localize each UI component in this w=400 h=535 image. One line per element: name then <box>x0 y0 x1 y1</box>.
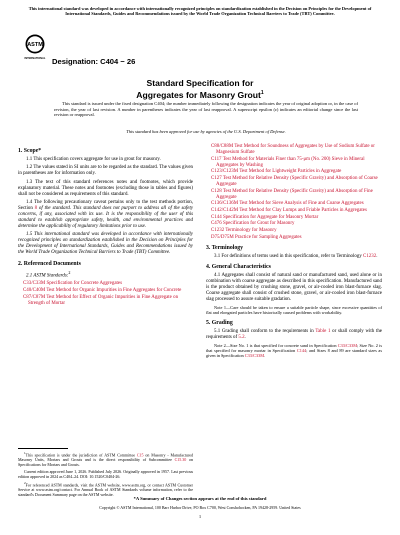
footnote-divider <box>18 448 68 449</box>
reference-title[interactable]: Specification for Grout for Masonry <box>222 221 295 227</box>
para-3-1 <box>206 254 382 260</box>
reference-item <box>206 189 382 201</box>
para-4-1: 4.1 Aggregates shall consist of natural sand or manufactured sand, used alone or in combination with coarse aggregate as described in this specification. Manufactured sand is the product obtained by crushing stone, gravel, or air-cooled iron blast-furnace slag. Coarse aggregate shall consist of crushed stone, gravel, or air-cooled iron blast-furnace slag processed to assure suitable gradation. <box>206 272 382 302</box>
para-1-2: 1.2 The values stated in SI units are to be regarded as the standard. The values given in parentheses are for information only. <box>18 165 193 177</box>
footnote-1 <box>18 451 193 468</box>
reference-title[interactable]: Specification for Aggregate for Masonry Mortar <box>222 214 319 220</box>
reference-item <box>18 295 193 307</box>
para-3-1-end: . <box>376 253 378 259</box>
section-8-link[interactable]: 8 <box>34 205 38 211</box>
reference-link[interactable]: C127 <box>211 176 222 182</box>
para-1-4-text: 1.4 The following precautionary caveat pertains only to the test methods portion, Section <box>18 199 193 211</box>
para-5-1-text: 5.1 Grading shall conform to the requirements in <box>214 328 316 334</box>
copyright-address: Copyright © ASTM International, 100 Barr Harbor Drive, PO Box C700, West Conshohocken, PA 19428-2959. United States <box>99 505 301 510</box>
reference-title[interactable]: Test Method for Clay Lumps and Friable Particles in Aggregates <box>239 208 367 214</box>
note-2-text-a: Note 2—Size No. 1 is that specified for concrete sand in Specification <box>214 342 338 348</box>
reference-item <box>206 235 382 241</box>
reference-title[interactable]: Test Method for Lightweight Particles in Aggregate <box>239 169 342 175</box>
footnote-2-text: For referenced ASTM standards, visit the ASTM website, www.astm.org, or contact ASTM Customer Service at www.astm.org/contact. For Annual Book of ASTM Standards volume information, refer to the standard's Document Summary page on the ASTM website. <box>18 482 193 498</box>
para-5-1-mid: or shall comply with the requirements of <box>206 328 382 340</box>
logo-subtext: INTERNATIONAL <box>24 57 46 60</box>
para-5-1 <box>206 329 382 341</box>
reference-title[interactable]: Specification for Concrete Aggregates <box>46 281 123 287</box>
reference-link[interactable]: D75/D75M <box>211 234 234 240</box>
astm-logo <box>24 34 46 67</box>
page-number: 1 <box>198 514 202 519</box>
title-line1: Standard Specification for <box>146 78 254 88</box>
right-column <box>206 144 382 362</box>
footnote-2-mark: 2 <box>24 481 26 486</box>
c144-link[interactable]: C144 <box>296 348 307 354</box>
footnote-1-edition: Current edition approved June 1, 2026. Published July 2026. Originally approved in 1957. Last previous edition approved in 2024 as C404–24. DOI: 10.1520/C0404-26. <box>18 468 193 479</box>
note-2-text-c: ; and Sizes 8 and 89 are standard sizes as given in Specification <box>206 348 382 359</box>
reference-title[interactable]: Terminology for Masonry <box>225 227 277 233</box>
summary-of-changes-note: *A Summary of Changes section appears at the end of this standard <box>133 496 267 501</box>
astm-standards-label <box>18 270 193 280</box>
table-1-link[interactable]: Table 1 <box>315 328 331 334</box>
reference-item <box>206 215 382 221</box>
reference-link[interactable]: C33/C33M <box>23 281 46 287</box>
footnote-1-text-a: This specification is under the jurisdiction of ASTM Committee <box>25 452 137 458</box>
committee-c15-link[interactable]: C15 <box>136 452 144 458</box>
scope-heading: 1. Scope* <box>18 148 42 154</box>
reference-item <box>206 221 382 227</box>
section-5-2-link[interactable]: 5.2 <box>238 334 245 340</box>
reference-item <box>206 201 382 207</box>
reference-title[interactable]: Test Method for Organic Impurities in Fine Aggregates for Concrete <box>46 288 182 294</box>
reference-link[interactable]: C123/C123M <box>211 169 239 175</box>
reference-item <box>206 176 382 188</box>
reference-link[interactable]: C144 <box>211 214 222 220</box>
reference-item <box>206 144 382 156</box>
document-title <box>30 78 370 101</box>
reference-list-left <box>18 281 193 306</box>
grading-heading: 5. Grading <box>206 319 233 326</box>
general-characteristics-heading: 4. General Characteristics <box>206 263 271 270</box>
reference-link[interactable]: C88/C88M <box>211 144 234 149</box>
c33-link-2[interactable]: C33/C33M <box>244 353 265 359</box>
dod-approval-note: This standard has been approved for use by agencies of the U.S. Department of Defense. <box>126 129 286 134</box>
para-1-3: 1.3 The text of this standard references notes and footnotes, which provide explanatory material. These notes and footnotes (excluding those in tables and figures) shall not be considered as requirements of this standard. <box>18 179 193 197</box>
reference-item <box>206 208 382 214</box>
reference-link[interactable]: C142/C142M <box>211 208 239 214</box>
c33-link[interactable]: C33/C33M <box>337 342 358 348</box>
reference-link[interactable]: C117 <box>211 156 222 162</box>
para-5-1-end: . <box>244 334 246 340</box>
para-1-1: 1.1 This specification covers aggregate for use in grout for masonry. <box>26 157 161 163</box>
astm-standards-text: 2.1 ASTM Standards: <box>26 273 69 279</box>
reference-link[interactable]: C128 <box>211 188 222 194</box>
para-1-5: 1.5 This international standard was developed in accordance with internationally recognized principles on standardization established in the Decision on Principles for the Development of International Standards, Guides and Recommendations issued by the World Trade Organization Technical Barriers to Trade (TBT) Committee. <box>18 232 193 256</box>
reference-title[interactable]: Test Method for Sieve Analysis of Fine and Coarse Aggregates <box>239 201 364 207</box>
para-3-1-text: 3.1 For definitions of terms used in this specification, refer to Terminology <box>214 253 364 259</box>
terminology-heading: 3. Terminology <box>206 244 244 251</box>
referenced-documents-heading: 2. Referenced Documents <box>18 260 81 267</box>
reference-title[interactable]: Test Method for Soundness of Aggregates by Use of Sodium Sulfate or Magnesium Sulfate <box>216 144 375 156</box>
reference-list-right <box>206 144 382 241</box>
note-2-text-d: . <box>264 353 266 359</box>
reference-title[interactable]: Test Method for Relative Density (Specific Gravity) and Absorption of Fine Aggregate <box>216 188 373 200</box>
reference-link[interactable]: C87/C87M <box>23 294 46 300</box>
reference-item <box>18 281 193 287</box>
reference-item <box>18 288 193 294</box>
reference-item <box>206 228 382 234</box>
note-2 <box>206 343 382 359</box>
preface-note: This standard is issued under the fixed designation C404; the number immediately following the designation indicates the year of original adoption or, in the case of revision, the year of last revision. A number in parentheses indicates the year of last reapproval. A superscript epsilon (ε) indicates an editorial change since the last revision or reapproval. <box>54 101 358 118</box>
para-1-4 <box>18 200 193 230</box>
subcommittee-c15-30-link[interactable]: C15.30 <box>174 457 187 463</box>
footnote-1-text-b: on Masonry - Manufactured Masonry Units, Mortars and Grouts and is the direct responsibility of Subcommittee <box>18 452 193 463</box>
reference-item <box>206 157 382 169</box>
title-line2: Aggregates for Masonry Grout <box>136 90 261 101</box>
reference-title[interactable]: Test Method for Materials Finer than 75-μm (No. 200) Sieve in Mineral Aggregates by Washing <box>216 156 365 168</box>
note-1: Note 1—Care should be taken to ensure a suitable particle shape, since excessive quantities of flat and elongated particles have historically caused problems with workability. <box>206 305 382 316</box>
footnotes <box>18 451 193 500</box>
note-2-text-b: ; Size No. 2 is that specified for masonry mortar in Specification <box>206 342 383 354</box>
reference-item <box>206 169 382 175</box>
reference-link[interactable]: C476 <box>211 221 222 227</box>
reference-link[interactable]: C1232 <box>211 227 225 233</box>
reference-link[interactable]: C136/C136M <box>211 201 239 207</box>
astm-standards-footnote-mark: 2 <box>68 269 71 275</box>
left-column <box>18 144 193 307</box>
reference-title[interactable]: Test Method for Relative Density (Specific Gravity) and Absorption of Coarse Aggregate <box>216 176 378 188</box>
footnote-1-mark: 1 <box>24 451 26 455</box>
international-standard-notice: This international standard was developed in accordance with internationally recognized principles on standardization established in the Decision on Principles for the Development of International Standards, Guides and Recommendations issued by the World Trade Organization Technical Barriers to Trade (TBT) Committee. <box>28 6 372 17</box>
para-1-4-caveat: of the standard. This standard does not purport to address all of the safety concerns, if any, associated with its use. It is the responsibility of the user of this standard to establish appropriate safety, health, and environmental practices and determine the applicability of regulatory limitations prior to use. <box>18 205 194 230</box>
reference-link[interactable]: C40/C40M <box>23 288 46 294</box>
reference-title[interactable]: Practice for Sampling Aggregates <box>235 234 302 240</box>
footnote-1-text-c: on Specifications for Mortars and Grouts. <box>18 457 194 468</box>
c1232-link[interactable]: C1232 <box>363 253 377 259</box>
reference-title[interactable]: Test Method for Effect of Organic Impurities in Fine Aggregate on Strength of Mortar <box>28 294 179 306</box>
title-footnote-mark: 1 <box>260 90 264 97</box>
logo-brand-text: ASTM <box>27 42 43 48</box>
designation: Designation: C404 − 26 <box>52 57 136 66</box>
